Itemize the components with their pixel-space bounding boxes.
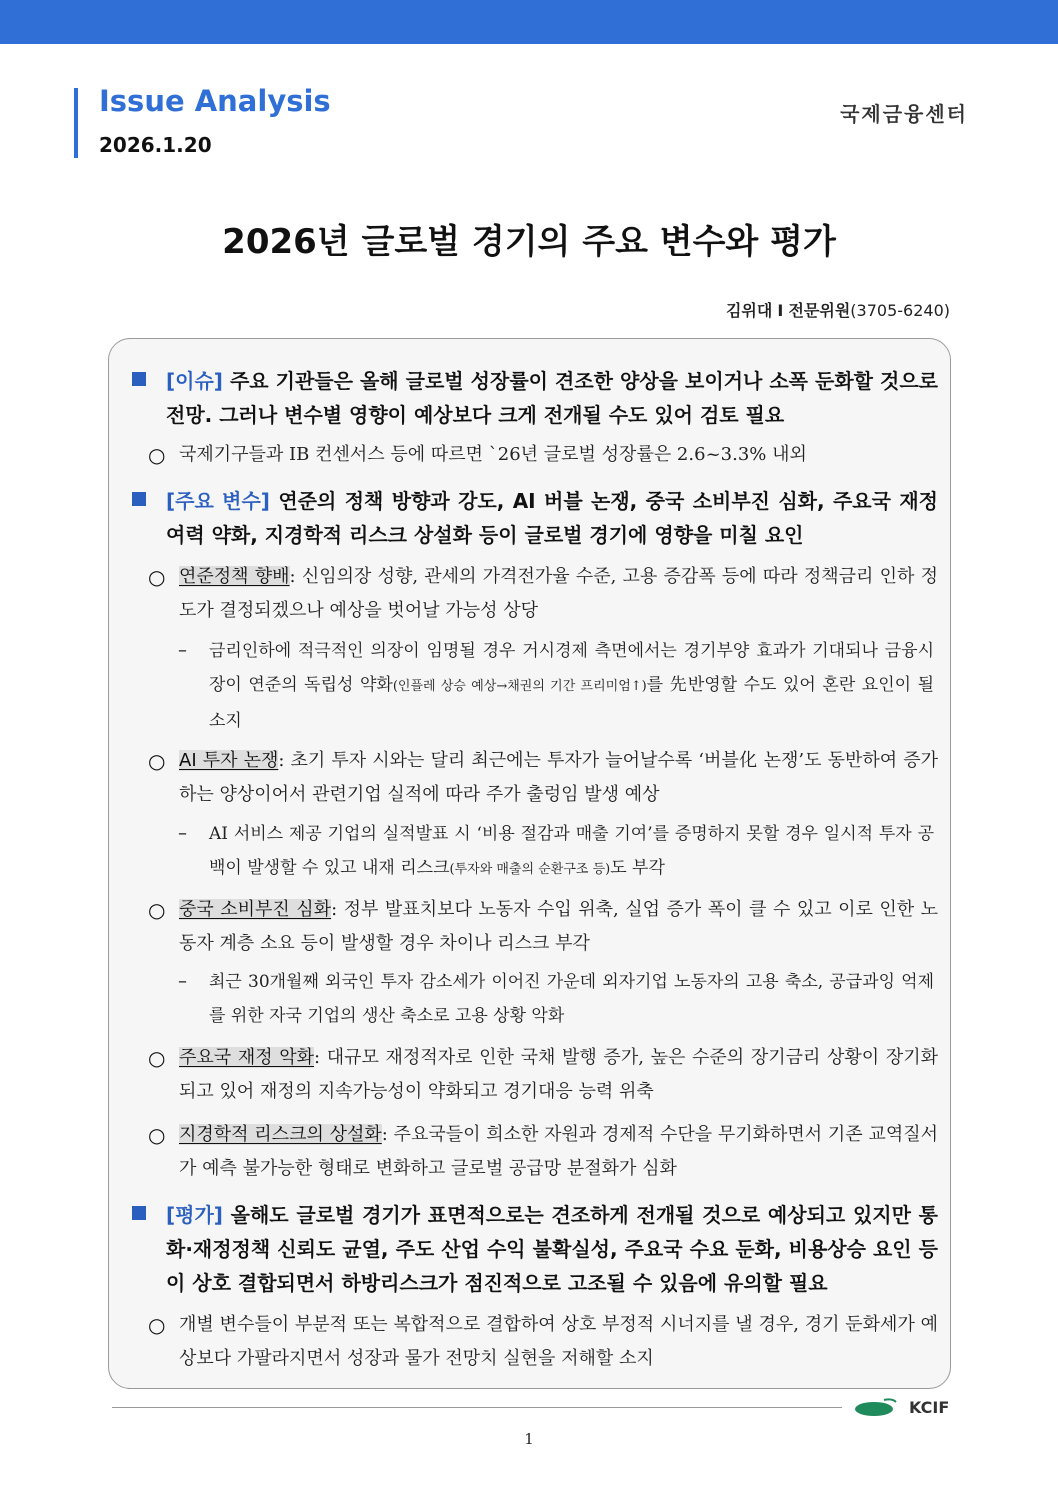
circle-bullet-icon: ○	[148, 443, 166, 467]
item-label: 중국 소비부진 심화	[179, 899, 332, 920]
dash-bullet-icon: –	[178, 640, 187, 661]
item-text: : 대규모 재정적자로 인한 국채 발행 증가, 높은 수준의 장기금리 상황이 장기화되고 있어 재정의 지속가능성이 약화되고 경기대응 능력 위축	[179, 1047, 939, 1102]
sub-item-tail: 도 부각	[610, 858, 665, 878]
author-phone: (3705-6240)	[850, 301, 950, 320]
author-name: 김위대	[725, 301, 773, 320]
section-headline	[166, 1198, 938, 1300]
item-label: AI 투자 논쟁	[179, 750, 279, 771]
author-separator: Ⅰ	[777, 301, 784, 320]
circle-bullet-icon: ○	[148, 565, 166, 589]
item-body	[179, 893, 938, 961]
circle-bullet-icon: ○	[148, 1046, 166, 1070]
section-headline	[166, 484, 938, 552]
headline-text: 올해도 글로벌 경기가 표면적으로는 견조하게 전개될 것으로 예상되고 있지만 통화·재정정책 신뢰도 균열, 주도 산업 수익 불확실성, 주요국 수요 둔화, 비용상승 요인 등이 상호 결합되면서 하방리스크가 점진적으로 고조될 수 있음에 유의할 필요	[166, 1203, 938, 1295]
item-label: 지경학적 리스크의 상설화	[179, 1124, 382, 1145]
footer-divider	[112, 1407, 842, 1408]
item-label: 연준정책 향배	[179, 566, 290, 587]
doc-date: 2026.1.20	[99, 133, 212, 157]
sub-item-note: (투자와 매출의 순환구조 등)	[449, 862, 611, 877]
item-text: : 초기 투자 시와는 달리 최근에는 투자가 늘어날수록 ‘버블化 논쟁’도 동반하여 증가하는 양상이어서 관련기업 실적에 따라 주가 출렁임 발생 예상	[179, 750, 938, 805]
top-banner	[0, 0, 1058, 44]
circle-bullet-icon: ○	[148, 749, 166, 773]
circle-bullet-icon: ○	[148, 1123, 166, 1147]
dash-bullet-icon: –	[178, 823, 187, 844]
author-role: 전문위원	[788, 301, 851, 320]
page-number: 1	[524, 1430, 534, 1448]
item-body	[179, 560, 938, 628]
section-tag: [주요 변수]	[166, 489, 270, 513]
doc-type: Issue Analysis	[99, 84, 331, 118]
sub-item-body	[209, 817, 934, 887]
item-label: 주요국 재정 악화	[179, 1047, 315, 1068]
section-tag: [이슈]	[166, 369, 223, 393]
item-body	[179, 1041, 938, 1109]
item-text: 개별 변수들이 부분적 또는 복합적으로 결합하여 상호 부정적 시너지를 낼 경우, 경기 둔화세가 예상보다 가팔라지면서 성장과 물가 전망치 실현을 저해할 소지	[179, 1314, 938, 1369]
circle-bullet-icon: ○	[148, 1313, 166, 1337]
item-body	[179, 744, 938, 812]
kcif-logo-text: KCIF	[909, 1398, 950, 1417]
sub-item-note: (인플레 상승 예상→채권의 기간 프리미엄↑)	[392, 679, 647, 694]
item-text: 국제기구들과 IB 컨센서스 등에 따르면 `26년 글로벌 성장률은 2.6~3.3% 내외	[179, 444, 807, 465]
sub-item-body	[209, 634, 934, 738]
sub-item-text: 금리인하에 적극적인 의장이 임명될 경우 거시경제 측면에서는 경기부양 효과가 기대되나 금융시장이 연준의 독립성 약화	[209, 641, 934, 695]
headline-text: 주요 기관들은 올해 글로벌 성장률이 견조한 양상을 보이거나 소폭 둔화할 것으로 전망. 그러나 변수별 영향이 예상보다 크게 전개될 수도 있어 검토 필요	[166, 369, 938, 427]
circle-bullet-icon: ○	[148, 898, 166, 922]
square-bullet-icon	[132, 1206, 146, 1220]
organization-name: 국제금융센터	[840, 102, 968, 126]
header-accent-line	[74, 88, 78, 158]
kcif-logo-icon	[854, 1396, 898, 1418]
section-headline	[166, 364, 938, 432]
sub-item-text: 최근 30개월째 외국인 투자 감소세가 이어진 가운데 외자기업 노동자의 고용 축소, 공급과잉 억제를 위한 자국 기업의 생산 축소로 고용 상황 악화	[209, 972, 934, 1026]
item-text: : 주요국들이 희소한 자원과 경제적 수단을 무기화하면서 기존 교역질서가 예측 불가능한 형태로 변화하고 글로벌 공급망 분절화가 심화	[179, 1124, 938, 1179]
author-line	[726, 298, 950, 321]
square-bullet-icon	[132, 492, 146, 506]
item-text: : 정부 발표치보다 노동자 수입 위축, 실업 증가 폭이 클 수 있고 이로 인한 노동자 계층 소요 등이 발생할 경우 차이나 리스크 부각	[179, 899, 939, 954]
square-bullet-icon	[132, 372, 146, 386]
sub-item-text: AI 서비스 제공 기업의 실적발표 시 ‘비용 절감과 매출 기여’를 증명하지 못할 경우 일시적 투자 공백이 발생할 수 있고 내재 리스크	[209, 824, 934, 878]
page-title: 2026년 글로벌 경기의 주요 변수와 평가	[222, 222, 836, 262]
item-body	[179, 1118, 938, 1186]
item-text: : 신임의장 성향, 관세의 가격전가율 수준, 고용 증감폭 등에 따라 정책금리 인하 정도가 결정되겠으나 예상을 벗어날 가능성 상당	[179, 566, 938, 621]
headline-text: 연준의 정책 방향과 강도, AI 버블 논쟁, 중국 소비부진 심화, 주요국 재정여력 약화, 지경학적 리스크 상설화 등이 글로벌 경기에 영향을 미칠 요인	[166, 489, 938, 547]
section-tag: [평가]	[166, 1203, 223, 1227]
sub-item-tail: 를 先반영할 수도 있어 혼란 요인이 될 소지	[209, 675, 934, 731]
dash-bullet-icon: –	[178, 971, 187, 992]
